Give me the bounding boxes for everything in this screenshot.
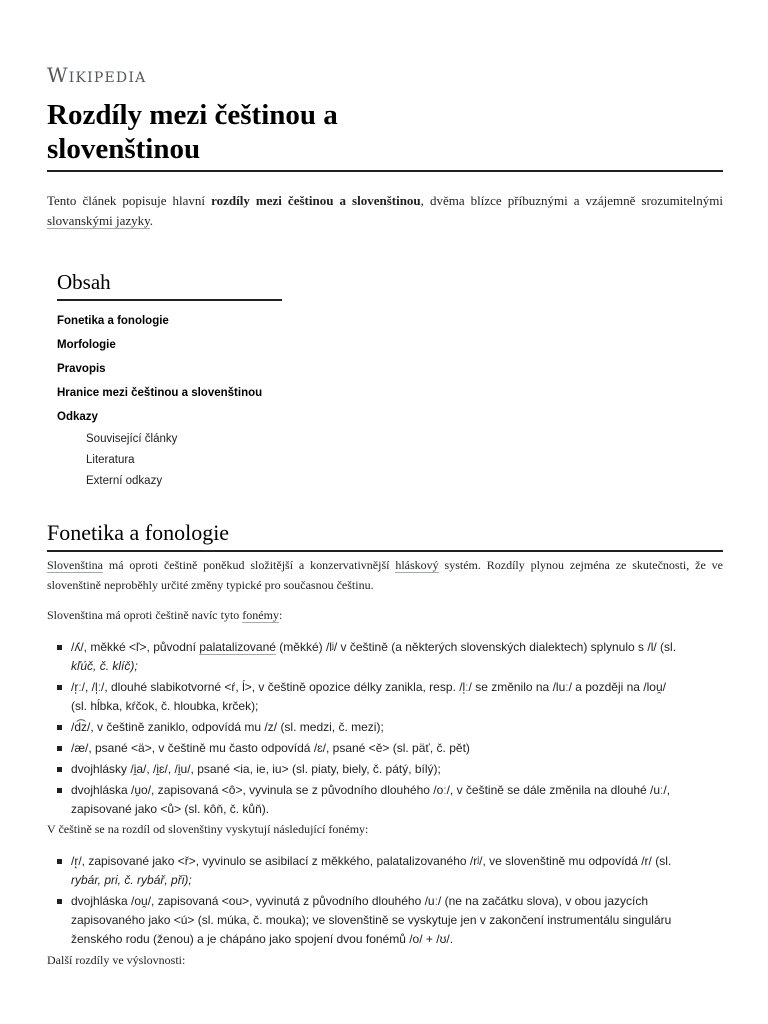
list-item (47, 892, 723, 949)
link-slovenstina[interactable]: Slovenština (47, 558, 103, 572)
intro-text-2: , dvěma blízce příbuznými a vzájemně srozumitelnými (420, 193, 724, 208)
list-item (47, 781, 723, 819)
toc-item-odkazy[interactable]: Odkazy (57, 411, 98, 423)
section-paragraph-3: V češtině se na rozdíl od slovenštiny vyskytují následující fonémy: (47, 822, 369, 836)
list-text: /d͡z/, v češtině zaniklo, odpovídá mu /z/ (sl. medzi, č. mezi); (71, 720, 384, 734)
link-slavic-languages[interactable]: slovanskými jazyky (47, 213, 150, 228)
list-text: /ʎ/, měkké <ľ>, původní (71, 640, 200, 654)
p2-text: Slovenština má oproti češtině navíc tyto (47, 608, 243, 622)
toc-item-pravopis[interactable]: Pravopis (57, 363, 106, 375)
list-text: kľúč, č. klíč); (71, 659, 138, 673)
intro-end: . (149, 213, 154, 228)
bullet-icon (57, 685, 62, 690)
toc-item-hranice[interactable]: Hranice mezi češtinou a slovenštinou (57, 387, 263, 399)
link-fonemy[interactable]: fonémy (242, 608, 279, 622)
list-item (47, 678, 723, 716)
bullet-icon (57, 899, 62, 904)
toc-subitem-externi[interactable]: Externí odkazy (86, 475, 163, 487)
bullet-icon (57, 725, 62, 730)
list-text: ženského rodu (ženou) a je chápáno jako spojení dvou fonémů /o/ + /ʊ/. (71, 932, 454, 946)
phoneme-list-czech (47, 852, 723, 951)
toc-item-morfologie[interactable]: Morfologie (57, 339, 116, 351)
intro-text: Tento článek popisuje hlavní (47, 193, 212, 208)
wikipedia-wordmark[interactable]: Wikipedia (47, 63, 147, 87)
list-text: (sl. hĺbka, kŕčok, č. hloubka, krček); (71, 699, 259, 713)
list-text: dvojhláska /oṷ/, zapisovaná <ou>, vyvinutá z původního dlouhého /uː/ (ne na začátku slova), v obou jazycích (71, 894, 649, 908)
list-item (47, 852, 723, 890)
section-paragraph-1 (47, 555, 723, 595)
p1-rest: systém. Rozdíly plynou zejména ze skutečnosti, že ve slovenštině neproběhly určité změny typické pro současnou češtinu. (47, 558, 723, 592)
list-text: rybár, pri, č. rybář, při); (71, 873, 192, 887)
bullet-icon (57, 645, 62, 650)
toc-item-fonetika[interactable]: Fonetika a fonologie (57, 315, 169, 327)
list-text: zapisované jako <ů> (sl. kôň, č. kůň). (71, 802, 270, 816)
page-title-line1: Rozdíly mezi češtinou a (47, 99, 338, 131)
list-item (47, 718, 723, 737)
section-paragraph-2 (47, 605, 723, 625)
page-title-line2: slovenštinou (47, 133, 201, 165)
section-paragraph-4: Další rozdíly ve výslovnosti: (47, 953, 186, 967)
p1-text: má oproti češtině poněkud složitější a konzervativnější (103, 558, 396, 572)
bullet-icon (57, 859, 62, 864)
list-text: /r̩ː/, /l̩ː/, dlouhé slabikotvorné <ŕ, ĺ>, v češtině opozice délky zanikla, resp. /l̩ː/ se změnilo na /luː/ a později na /loṷ/ (71, 680, 666, 694)
p2-end: : (278, 608, 283, 622)
toc-subitem-souvisejici[interactable]: Související články (86, 433, 178, 445)
list-text: /r̝/, zapisované jako <ř>, vyvinulo se asibilací z měkkého, palatalizovaného /rʲ/, ve slovenštině mu odpovídá /r/ (sl. (71, 854, 672, 868)
intro-bold: rozdíly mezi češtinou a slovenštinou (211, 193, 421, 208)
list-text: dvojhlásky /i̯a/, /i̯ɛ/, /i̯u/, psané <ia, ie, iu> (sl. piaty, biely, č. pátý, bílý); (71, 762, 441, 776)
list-text: (měkké) /lʲ/ v češtině (a některých slovenských dialektech) splynulo s /l/ (sl. (275, 640, 677, 654)
list-text: dvojhláska /u̯o/, zapisovaná <ô>, vyvinula se z původního dlouhého /oː/, v češtině se dále změnila na dlouhé /uː/, (71, 783, 671, 797)
bullet-icon (57, 767, 62, 772)
toc-title: Obsah (57, 270, 282, 301)
list-item (47, 760, 723, 779)
page-title (47, 98, 723, 172)
link-hlaskovy[interactable]: hláskový (395, 558, 439, 572)
bullet-icon (57, 746, 62, 751)
section-heading-fonetika: Fonetika a fonologie (47, 520, 723, 552)
table-of-contents (57, 270, 337, 492)
list-text: zapisovaného jako <ú> (sl. múka, č. mouka); ve slovenštině se vyskytuje jen v zakončení instrumentálu singuláru (71, 913, 672, 927)
toc-subitem-literatura[interactable]: Literatura (86, 454, 135, 466)
list-text: /æ/, psané <ä>, v češtině mu často odpovídá /ɛ/, psané <ě> (sl. päť, č. pět) (71, 741, 470, 755)
list-item (47, 638, 723, 676)
intro-paragraph (47, 191, 723, 231)
bullet-icon (57, 788, 62, 793)
phoneme-list-slovak (47, 638, 723, 821)
list-item (47, 739, 723, 758)
link-palatalizovane[interactable]: palatalizované (199, 640, 276, 654)
